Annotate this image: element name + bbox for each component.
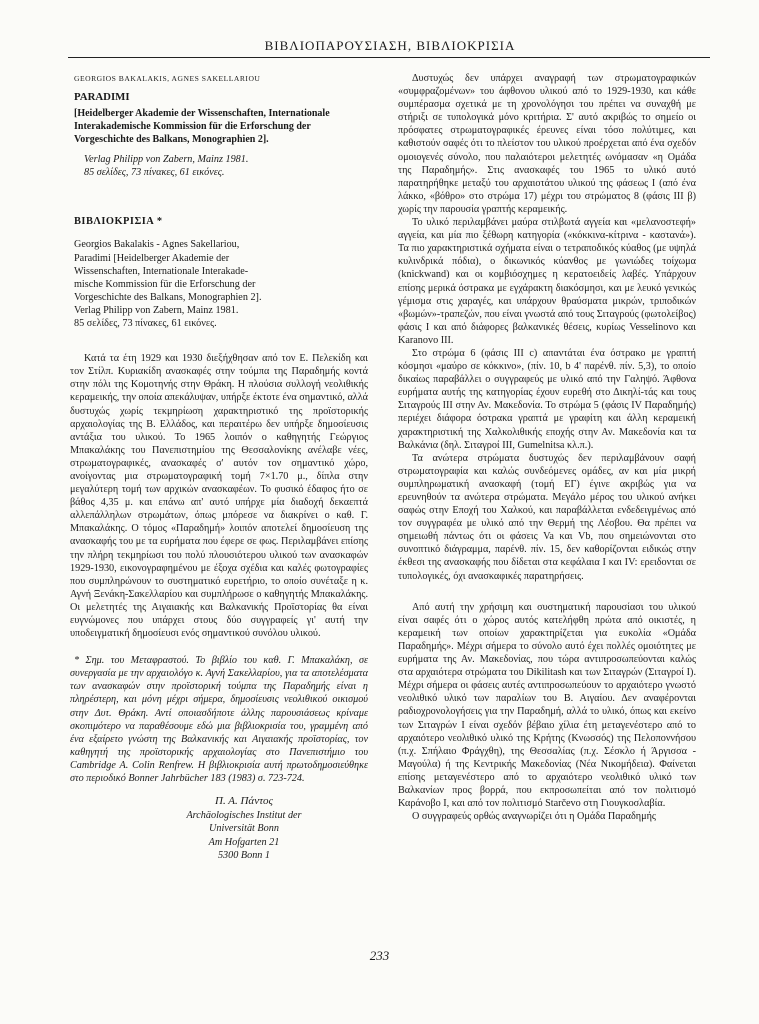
- signature-block: [70, 795, 368, 863]
- book-authors: GEORGIOS BAKALAKIS, AGNES SAKELLARIOU: [74, 74, 261, 83]
- page-number: 233: [369, 948, 390, 963]
- section-title: ΒΙΒΛΙΟΚΡΙΣΙΑ *: [74, 216, 163, 228]
- publisher-line: Verlag Philipp von Zabern, Mainz 1981.: [84, 154, 249, 166]
- body-paragraph: Από αυτή την χρήσιμη και συστηματική παρουσίασι του υλικού είναι σαφές ότι ο χώρος αυτός κατελήφθη πρώτα από οικιστές, η κεραμεική των οποίων χαρακτηρίζεται για ευκολία «Ομάδα Παραδημής». Μέχρι σήμερα το σύνολο αυτό έχει πολλές ομοιότητες με ευρήματα της Αν. Μακεδονίας, που τώρα αντιπροσωπεύονται καλώς στα αρχαιότερα στρώματα του Dikilitash και των Σιταγρών (Σιταγροί I). Μέχρι σήμερα οι φάσεις αυτές αντιπροσωπεύουν το αρχαιότερο γνωστό νεολιθικό υλικό των παραλίων του Β. Αιγαίου. Δεν αναφέρονται ραδιοχρονολογήσεις για την Παραδημή, αλλά το υλικό, όπως και εκείνο των Σιταγρών I είναι σχεδόν βέβαιο χίλια έτη μεταγενέστερο από το αρχαιότερο νεολιθικό υλικό της Κρήτης (Κνωσσός) της Πελοποννήσου (π.χ. Σπήλαιο Φράγχθη), της Θεσσαλίας (π.χ. Σέσκλο ή Άργισσα - Μαγούλα) ή της Κεντρικής Μακεδονίας (Νέα Νικομήδεια). Φαίνεται επίσης μεταγενέστερο από το αρχαιότερο νεολιθικό υλικό των Βαλκανίων προς βορρά, που εκπροσωπείται από τον πολιτισμό Καράνοβο I, και από τον πολιτισμό Starčevo στη Γιουγκοσλαβία.: [398, 601, 696, 810]
- translator-footnote: [70, 654, 368, 785]
- book-subtitle: [Heidelberger Akademie der Wissenschaften, Internationale Interakademische Kommission für die Erforschung der Vorgeschichte des Balkans, Monographien 2].: [74, 108, 330, 146]
- biblio-line: 85 σελίδες, 73 πίνακες, 61 εικόνες.: [74, 318, 217, 330]
- header-rule: [68, 57, 710, 58]
- biblio-line: Verlag Philipp von Zabern, Mainz 1981.: [74, 304, 239, 316]
- biblio-line: Paradimi [Heidelberger Akademie der: [74, 252, 230, 264]
- body-paragraph: Στο στρώμα 6 (φάσις III c) απαντάται ένα όστρακο με γραπτή κόσμησι «μαύρο σε κόκκινο», (πίν. 10, b 4' παρένθ. πίν. 5,3), το οποίο δικαίως παραβάλλει ο συγγραφεύς με υλικό από την Γαληψό. Άφθονα ευρήματα αυτής της κατηγορίας έχουν ευρεθή στο Δικηλί-τάς και τους Σιταγρούς III στην Αν. Μακεδονία. Το στρώμα 5 (φάσις IV Παραδημής) περιέχει διάφορα όστρακα γραπτά με γραφίτη και άλλη κεραμεική χαρακτηριστική της Χαλκολιθικής εποχής στην Αν. Μακεδονία και τα Βαλκάνια (δηλ. Σιταγροί III, Gumelnitsa κλ.π.).: [398, 347, 696, 451]
- signature-name: Π. Α. Πάντος: [215, 795, 273, 808]
- signature-line: Universität Bonn: [209, 823, 279, 835]
- body-paragraph: Το υλικό περιλαμβάνει μαύρα στιλβωτά αγγεία και «μελανοστεφή» αγγεία, και μία πιο ξέθωρη κατηγορία («κόκκινα-κίτρινα - καστανά»). Τα πιο χαρακτηριστικά σχήματα είναι ο τετραποδικός κύαθος (με υψηλά κυλινδρικά πόδια), ο δικωνικός κύανθος με γωνιώδες τοίχωμα (knickwand) και οι κομβιόσχημες η κερατοειδείς λαβές. Υπάρχουν επίσης μερικά όστρακα με εγχάρακτη διακόσμησι, και με λευκό γενικώς γέμισμα στις χαραγές, και υπάρχουν θραύσματα μικρών, τριποδικών «βωμών»-τραπεζών, που είναι γνωστά από τους Σιταγρούς (φωτολείβος) φάσις I και από διάφορες βαλκανικές θέσεις, κυρίως Vesselinovo και Karanovo III.: [398, 217, 696, 346]
- running-head: ΒΙΒΛΙΟΠΑΡΟΥΣΙΑΣΗ, ΒΙΒΛΙΟΚΡΙΣΙΑ: [264, 38, 516, 53]
- body-paragraph: Ο συγγραφεύς ορθώς αναγνωρίζει ότι η Ομάδα Παραδημής: [412, 811, 656, 823]
- body-paragraph: Κατά τα έτη 1929 και 1930 διεξήχθησαν από τον Ε. Πελεκίδη και τον Στίλπ. Κυριακίδη ανασκαφές στην τούμπα της Παραδημής κοντά στην πόλι της Κομοτηνής στην Θράκη. Η πλούσια συλλογή νεολιθικής κεραμεικής, την οποία απεκάλυψαν, υπήρξε έκτοτε ένα σημαντικό, αλλά δυστυχώς χωρίς τεκμηρίωση χαρακτηριστικό της προϊστορικής αρχαιολογίας της Β. Ελλάδος, και περαιτέρω δεν υπήρξε δημοσίευσις αντάξια του υλικού. Το 1965 λοιπόν ο καθηγητής Γεώργιος Μπακαλάκης του Πανεπιστημίου της Θεσσαλονίκης ανέλαβε νέες, στρωματογραφικές, ανασκαφές σ' αυτόν τον σημαντικό χώρο, ανοίγοντας μια στρωματογραφική τομή 7×1.70 μ., δίπλα στην μεγαλύτερη τομή των αρχικών ανασκαφέων. Το φυσικό έδαφος ήτο σε βάθος 4,35 μ. και επάνω απ' αυτό υπήρχε μία διαδοχή δεκαεπτά αλλεπάλληλων στρωμάτων, όπως μπόρεσε να διακρίνει ο καθ. Γ. Μπακαλάκης. Ο τόμος «Παραδημή» λοιπόν αποτελεί δημοσίευση της ανασκαφής του με τα ευρήματα που έφερε σε φως. Περιλαμβάνει επίσης την πλήρη τεκμηρίωσι του πολύ πλουσιότερου υλικού των ανασκαφών 1929-1930, εικονογραφημένου με έξοχα σχέδια και καλές φωτογραφίες που συμπληρώνουν το συστηματικό ευρετήριο, το οποίο συνέταξε η κ. Αγνή Ξενάκη-Σακελλαρίου και συμπλήρωσε ο καθηγητής Μπακαλάκης. Οι μελετητές της Αιγαιακής και Βαλκανικής Προϊστορίας θα είναι ευγνώμονες που υπάρχει στους δύο συγγραφείς γι' αυτή την υποδειγματική δημοσίευσι ενός σημαντικού συνόλου υλικού.: [70, 353, 368, 640]
- body-paragraph: Δυστυχώς δεν υπάρχει αναγραφή των στρωματογραφικών «συμφραζομένων» του άφθονου υλικού από το 1929-1930, και κάθε συμπέρασμα σχετικά με τη χρονολόγησι του πρέπει να συναχθή με στήριξι σε τυπολογικά μόνο κριτήρια. Σ' αυτό ακριβώς το σημείο οι πρόσφατες στρωματογραφικές έρευνες είναι τόσο πολύτιμες, και καθιστούν σαφές ότι το πλείστον του υλικού προέρχεται από ένα σχεδόν ομοιογενές σύνολο, που παλαιότεροι μελετητές ωνόμασαν «η Ομάδα της Παραδημής». Στις ανασκαφές του 1965 το υλικό αυτό παρατηρήθηκε μεταξύ του αρχαιοτάτου υλικού της φάσεως I (από ένα λάκκο, «βόθρο» στο στρώμα 17) μέχρι του στρώματος 8 (φάσις III β) χωρίς την παρουσία γραπτής κεραμεικής.: [398, 73, 696, 215]
- right-column: [398, 72, 696, 823]
- biblio-line: mische Kommission für die Erforschung der: [74, 278, 256, 290]
- biblio-line: Georgios Bakalakis - Agnes Sakellariou,: [74, 239, 240, 251]
- book-title: PARADIMI: [74, 91, 130, 104]
- footnote-text: * Σημ. του Μεταφραστού. Το βιβλίο του καθ. Γ. Μπακαλάκη, σε συνεργασία με την αρχαιολόγο κ. Αγνή Σακελλαρίου, για τα αποτελέσματα των ανασκαφών στην προϊστορική τούμπα της Παραδημής είναι η πληρέστερη, και μόνη μέχρι σήμερα, δημοσίευσις νεολιθικού οικισμού στην Δυτ. Θράκη. Αντί οποιασδήποτε άλλης παρουσιάσεως κρίναμε σκοπιμότερο να παραθέσουμε εδώ μια βιβλιοκρισία του, γραμμένη από ένα εξαίρετο γνώστη της Βαλκανικής και Αιγαιακής προϊστορίας, τον καθηγητή της προϊστορικής αρχαιολογίας στο Πανεπιστήμιο του Cambridge A. Colin Renfrew. Η βιβλιοκρισία αυτή πρωτοδημοσιεύθηκε στο περιοδικό Bonner Jahrbücher 183 (1983) σ. 723-724.: [70, 655, 368, 785]
- signature-line: 5300 Bonn 1: [217, 850, 271, 862]
- signature-line: Archäologisches Institut der: [186, 809, 302, 821]
- signature-line: Am Hofgarten 21: [208, 836, 280, 848]
- biblio-line: Wissenschaften, Internationale Interakade-: [74, 265, 249, 277]
- left-column: [70, 72, 368, 863]
- bibliographic-entry: [74, 238, 368, 330]
- extent-line: 85 σελίδες, 73 πίνακες, 61 εικόνες.: [84, 167, 225, 179]
- biblio-line: Vorgeschichte des Balkans, Monographien 2].: [74, 291, 262, 303]
- body-paragraph: Τα ανώτερα στρώματα δυστυχώς δεν περιλαμβάνουν σαφή στρωματογραφία και καλώς συνδεόμενες ομάδες, αν και μία μικρή συμπληρωματική ανασκαφή (τομή ΕΓ) έγινε ακριβώς για να ερευνηθούν τα ανώτερα στρώματα. Μεγάλο μέρος του υλικού ανήκει σαφώς στην Εποχή του Χαλκού, και παραβάλλεται ενδεδειγμένως από τον συγγραφέα με υλικό από την Θερμή της Λέσβου. Θα πρέπει να σημειωθή πάντως ότι οι φάσεις Va και Vb, που σημειώνονται στο συνοπτικό διάγραμμα, παρένθ. πίν. 15, δεν καθορίζονται ειδικώς στην έκθεσι της ανασκαφής που δίδεται στα κεφάλαια I και IV: ερειδονται σε τυπολογικές, όχι ανασκαφικές παρατηρήσεις.: [398, 452, 696, 582]
- section-gap: [398, 583, 696, 601]
